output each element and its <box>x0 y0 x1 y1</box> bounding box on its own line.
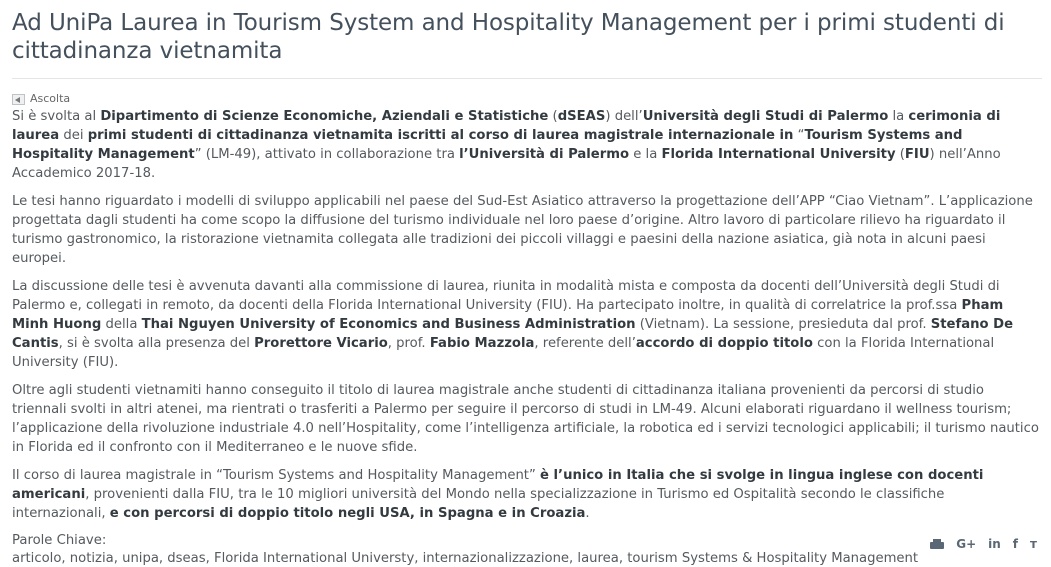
bold-text: Pham Minh Huong <box>12 298 1003 332</box>
paragraph-4 <box>12 381 1042 457</box>
paragraph-1 <box>12 107 1042 183</box>
bold-text: FIU <box>905 147 930 162</box>
print-icon[interactable] <box>930 539 944 550</box>
linkedin-icon[interactable]: in <box>988 537 1001 551</box>
keywords-section <box>12 532 1042 567</box>
paragraph-5 <box>12 466 1042 523</box>
bold-text: cerimonia di laurea <box>12 109 1000 143</box>
bold-text: Università degli Studi di Palermo <box>643 109 889 124</box>
bold-text: l’Università di Palermo <box>459 147 629 162</box>
facebook-icon[interactable]: f <box>1013 537 1018 551</box>
text-run: Il corso di laurea magistrale in “Tourism Systems and Hospitality Management” <box>12 468 540 483</box>
share-bar <box>930 537 1037 551</box>
bold-text: accordo di doppio titolo <box>636 336 813 351</box>
bold-text: primi studenti di cittadinanza vietnamita iscritti al corso di laurea magistrale internazionale in <box>88 128 794 143</box>
article-body <box>12 107 1042 523</box>
bold-text: Thai Nguyen University of Economics and Business Administration <box>142 317 636 332</box>
bold-text: dSEAS <box>558 109 606 124</box>
text-run: La discussione delle tesi è avvenuta davanti alla commissione di laurea, riunita in modalità mista e composta da docenti dell’Università degli Studi di Palermo e, collegati in remoto, da docenti della Florida International University (FIU). Ha partecipato inoltre, in qualità di correlatrice la prof.ssa <box>12 279 1000 313</box>
bold-text: Stefano De Cantis <box>12 317 1013 351</box>
paragraph-2 <box>12 192 1042 268</box>
text-run: , si è svolta alla presenza del <box>59 336 254 351</box>
bold-text: Prorettore Vicario <box>254 336 388 351</box>
bold-text: è l’unico in Italia che si svolge in lingua inglese con docenti americani <box>12 468 983 502</box>
twitter-icon[interactable]: ᴛ <box>1030 537 1037 551</box>
text-run: , prof. <box>388 336 430 351</box>
keywords-label: Parole Chiave: <box>12 532 1042 550</box>
text-run: ( <box>896 147 905 162</box>
bold-text: e con percorsi di doppio titolo negli USA, in Spagna e in Croazia <box>110 506 586 521</box>
text-run: Oltre agli studenti vietnamiti hanno conseguito il titolo di laurea magistrale anche studenti di cittadinanza italiana provenienti da percorsi di studio triennali svolti in altri atenei, ma rientrati o trasferiti a Palermo per seguire il percorso di studi in LM-49. Alcuni elaborati riguardano il wellness tourism; l’applicazione della rivoluzione industriale 4.0 nell’Hospitality, come l’intelligenza artificiale, la robotica ed i servizi tecnologici applicabili; il turismo nautico in Florida ed il confronto con il Mediterraneo e le nuove sfide. <box>12 383 1039 455</box>
text-run: “ <box>793 128 804 143</box>
page-title: Ad UniPa Laurea in Tourism System and Hospitality Management per i primi studenti di cittadinanza vietnamita <box>12 0 1042 65</box>
text-run: , referente dell’ <box>534 336 635 351</box>
text-run: con la Florida International University (FIU). <box>12 336 994 370</box>
text-run: ” (LM-49), attivato in collaborazione tra <box>195 147 459 162</box>
listen-button[interactable] <box>12 92 1042 106</box>
text-run: . <box>585 506 589 521</box>
text-run: Le tesi hanno riguardato i modelli di sviluppo applicabili nel paese del Sud-Est Asiatico attraverso la progettazione dell’APP “Ciao Vietnam”. L’applicazione progettata dagli studenti ha come scopo la diffusione del turismo individuale nel loro paese d’origine. Altro lavoro di particolare rilievo ha riguardato il turismo gastronomico, la ristorazione vietnamita collegata alle tradizioni dei piccoli villaggi e paesini della nazione asiatica, già nota in alcuni paesi europei. <box>12 194 1033 266</box>
speaker-icon <box>12 94 25 105</box>
text-run: Si è svolta al <box>12 109 100 124</box>
paragraph-3 <box>12 277 1042 372</box>
text-run: (Vietnam). La sessione, presieduta dal prof. <box>636 317 931 332</box>
bold-text: Dipartimento di Scienze Economiche, Aziendali e Statistiche <box>100 109 548 124</box>
listen-label: Ascolta <box>30 92 70 106</box>
text-run: ) nell’Anno Accademico 2017-18. <box>12 147 1001 181</box>
bold-text: Fabio Mazzola <box>430 336 535 351</box>
article <box>12 0 1042 567</box>
text-run: , provenienti dalla FIU, tra le 10 migliori università del Mondo nella specializzazione in Turismo ed Ospitalità secondo le classifiche internazionali, <box>12 487 944 521</box>
text-run: e la <box>629 147 661 162</box>
text-run: dei <box>59 128 88 143</box>
bold-text: Florida International University <box>661 147 895 162</box>
text-run: ( <box>548 109 557 124</box>
google-plus-icon[interactable]: G+ <box>956 537 976 551</box>
divider <box>12 78 1042 79</box>
keywords-list: articolo, notizia, unipa, dseas, Florida International Universty, internazionalizzazione, laurea, tourism Systems & Hospitality Management <box>12 550 1042 567</box>
bold-text: Tourism Systems and Hospitality Management <box>12 128 962 162</box>
text-run: della <box>101 317 141 332</box>
text-run: la <box>888 109 908 124</box>
text-run: ) dell’ <box>605 109 642 124</box>
